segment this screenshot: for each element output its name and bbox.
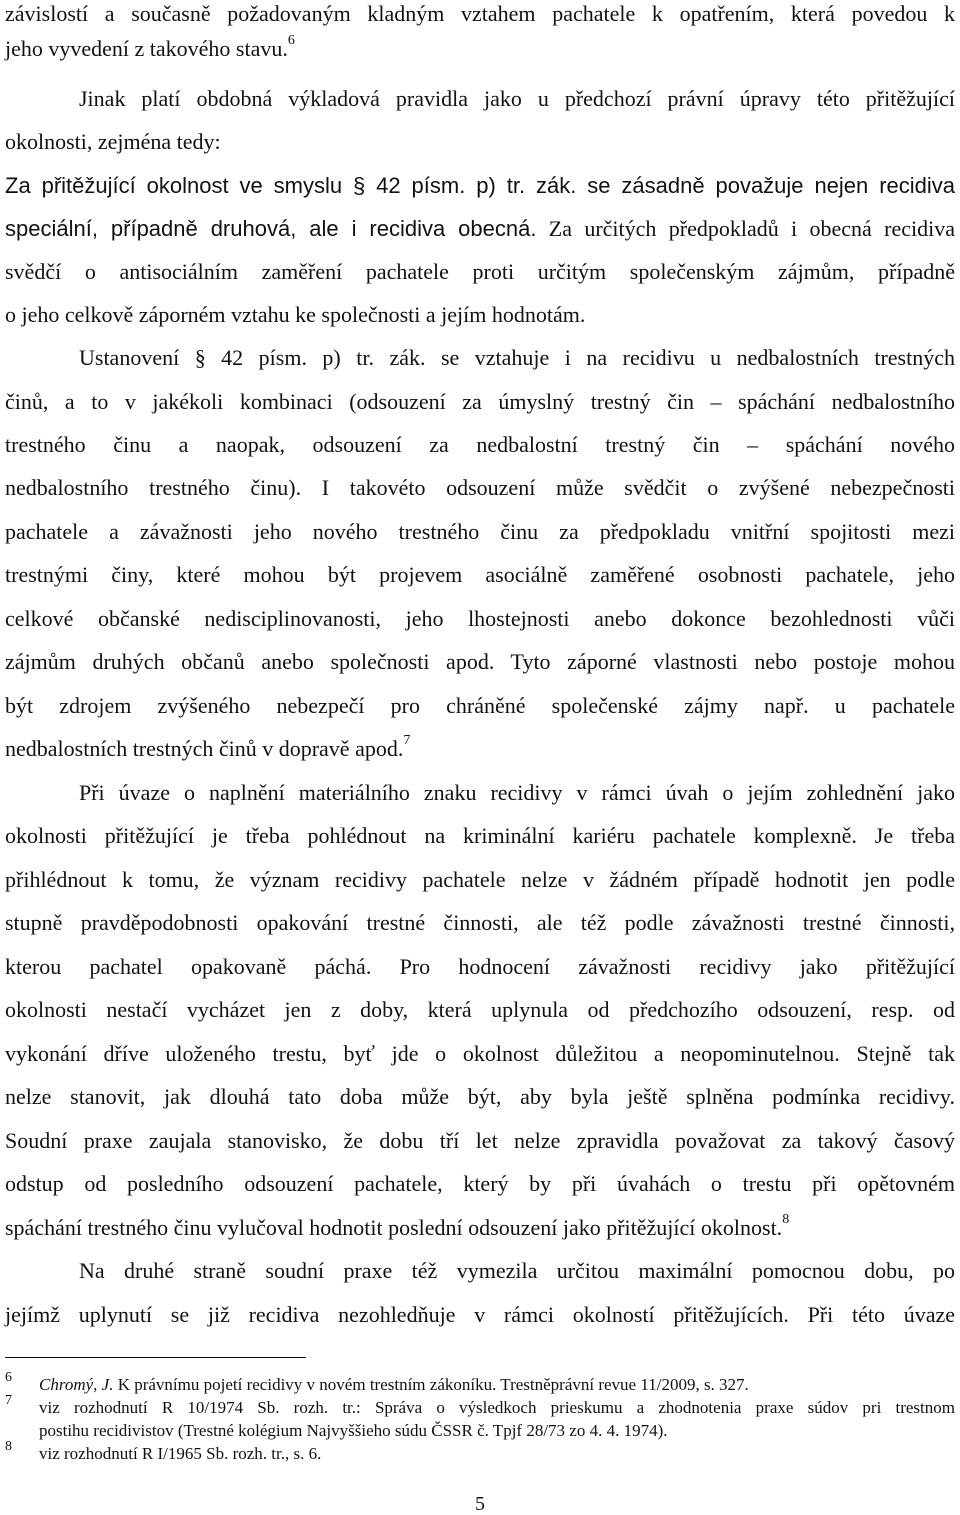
- footnote-number: 6: [5, 1370, 12, 1385]
- body-line: přihlédnout k tomu, že význam recidivy pachatele nelze v žádném případě hodnotit jen podle: [5, 867, 955, 892]
- body-line: okolnosti, zejména tedy:: [5, 129, 221, 154]
- footnote-separator: [5, 1357, 306, 1358]
- footnote-ref: 6: [287, 32, 295, 48]
- footnote-continuation: postihu recidivistov (Trestné kolégium Najvyššieho súdu ČSSR č. Tpjf 28/73 zo 4. 4. 1974).: [39, 1421, 668, 1440]
- body-line: Za přitěžující okolnost ve smyslu § 42 písm. p) tr. zák. se zásadně považuje nejen recidiva: [5, 173, 955, 198]
- body-line: stupně pravděpodobnosti opakování trestné činnosti, ale též podle závažnosti trestné činnosti,: [5, 910, 955, 935]
- body-line: trestnými činy, které mohou být projevem asociálně zaměřené osobnosti pachatele, jeho: [5, 562, 955, 587]
- paragraph-first-line: Jinak platí obdobná výkladová pravidla jako u předchozí právní úpravy této přitěžující: [79, 86, 955, 111]
- body-line: odstup od posledního odsouzení pachatele, který by při úvahách o trestu při opětovném: [5, 1171, 955, 1196]
- paragraph-first-line: Ustanovení § 42 písm. p) tr. zák. se vztahuje i na recidivu u nedbalostních trestných: [79, 345, 955, 370]
- body-line: závislostí a současně požadovaným kladným vztahem pachatele k opatřením, která povedou k: [5, 1, 955, 26]
- footnote: viz rozhodnutí R I/1965 Sb. rozh. tr., s. 6.: [39, 1444, 322, 1463]
- footnote: viz rozhodnutí R 10/1974 Sb. rozh. tr.: Správa o výsledkoch prieskumu a zhodnotenia praxe súdov pri trestnom: [39, 1398, 955, 1417]
- body-line: svědčí o antisociálním zaměření pachatele proti určitým společenským zájmům, případně: [5, 259, 955, 284]
- footnote-author: Chromý, J.: [39, 1375, 114, 1394]
- paragraph-first-line: Při úvaze o naplnění materiálního znaku recidivy v rámci úvah o jejím zohlednění jako: [79, 780, 955, 805]
- page-number: 5: [475, 1493, 485, 1515]
- body-line: okolnosti přitěžující je třeba pohlédnout na kriminální kariéru pachatele komplexně. Je třeba: [5, 823, 955, 848]
- body-line: kterou pachatel opakovaně páchá. Pro hodnocení závažnosti recidivy jako přitěžující: [5, 954, 955, 979]
- body-line: spáchání trestného činu vylučoval hodnotit poslední odsouzení jako přitěžující okolnost.$^8$: [5, 1211, 790, 1240]
- footnote-number: 7: [5, 1393, 12, 1408]
- footnote-number: 8: [5, 1439, 12, 1454]
- body-line: jejímž uplynutí se již recidiva nezohledňuje v rámci okolností přitěžujících. Při této úvaze: [5, 1302, 955, 1327]
- body-line: jeho vyvedení z takového stavu.$^6$: [5, 32, 295, 61]
- body-line: nelze stanovit, jak dlouhá tato doba může být, aby byla ještě splněna podmínka recidivy.: [5, 1084, 955, 1109]
- body-line: celkové občanské nedisciplinovanosti, jeho lhostejnosti anebo dokonce bezohlednosti vůči: [5, 606, 955, 631]
- body-line: speciální, případně druhová, ale i recidiva obecná. Za určitých předpokladů i obecná recidiva: [5, 216, 955, 241]
- body-line: pachatele a závažnosti jeho nového trestného činu za předpokladu vnitřní spojitosti mezi: [5, 519, 955, 544]
- footnote: Chromý, J. K právnímu pojetí recidivy v novém trestním zákoníku. Trestněprávní revue 11/2009, s. 327.: [39, 1375, 749, 1394]
- body-line: Soudní praxe zaujala stanovisko, že dobu tří let nelze zpravidla považovat za takový časový: [5, 1128, 955, 1153]
- body-line: vykonání dříve uloženého trestu, byť jde o okolnost důležitou a neopominutelnou. Stejně tak: [5, 1041, 955, 1066]
- body-line: zájmům druhých občanů anebo společnosti apod. Tyto záporné vlastnosti nebo postoje mohou: [5, 649, 955, 674]
- body-line: trestného činu a naopak, odsouzení za nedbalostní trestný čin – spáchání nového: [5, 432, 955, 457]
- body-line: okolnosti nestačí vycházet jen z doby, která uplynula od předchozího odsouzení, resp. od: [5, 997, 955, 1022]
- body-line: nedbalostních trestných činů v dopravě apod.$^7$: [5, 732, 411, 761]
- footnote-ref: 8: [782, 1211, 790, 1227]
- body-line: nedbalostního trestného činu). I takovéto odsouzení může svědčit o zvýšené nebezpečnosti: [5, 475, 955, 500]
- footnote-ref: 7: [403, 732, 411, 748]
- body-line: činů, a to v jakékoli kombinaci (odsouzení za úmyslný trestný čin – spáchání nedbalostního: [5, 389, 955, 414]
- body-line: být zdrojem zvýšeného nebezpečí pro chráněné společenské zájmy např. u pachatele: [5, 693, 955, 718]
- body-line: o jeho celkově záporném vztahu ke společnosti a jejím hodnotám.: [5, 302, 586, 327]
- paragraph-first-line: Na druhé straně soudní praxe též vymezila určitou maximální pomocnou dobu, po: [79, 1258, 955, 1283]
